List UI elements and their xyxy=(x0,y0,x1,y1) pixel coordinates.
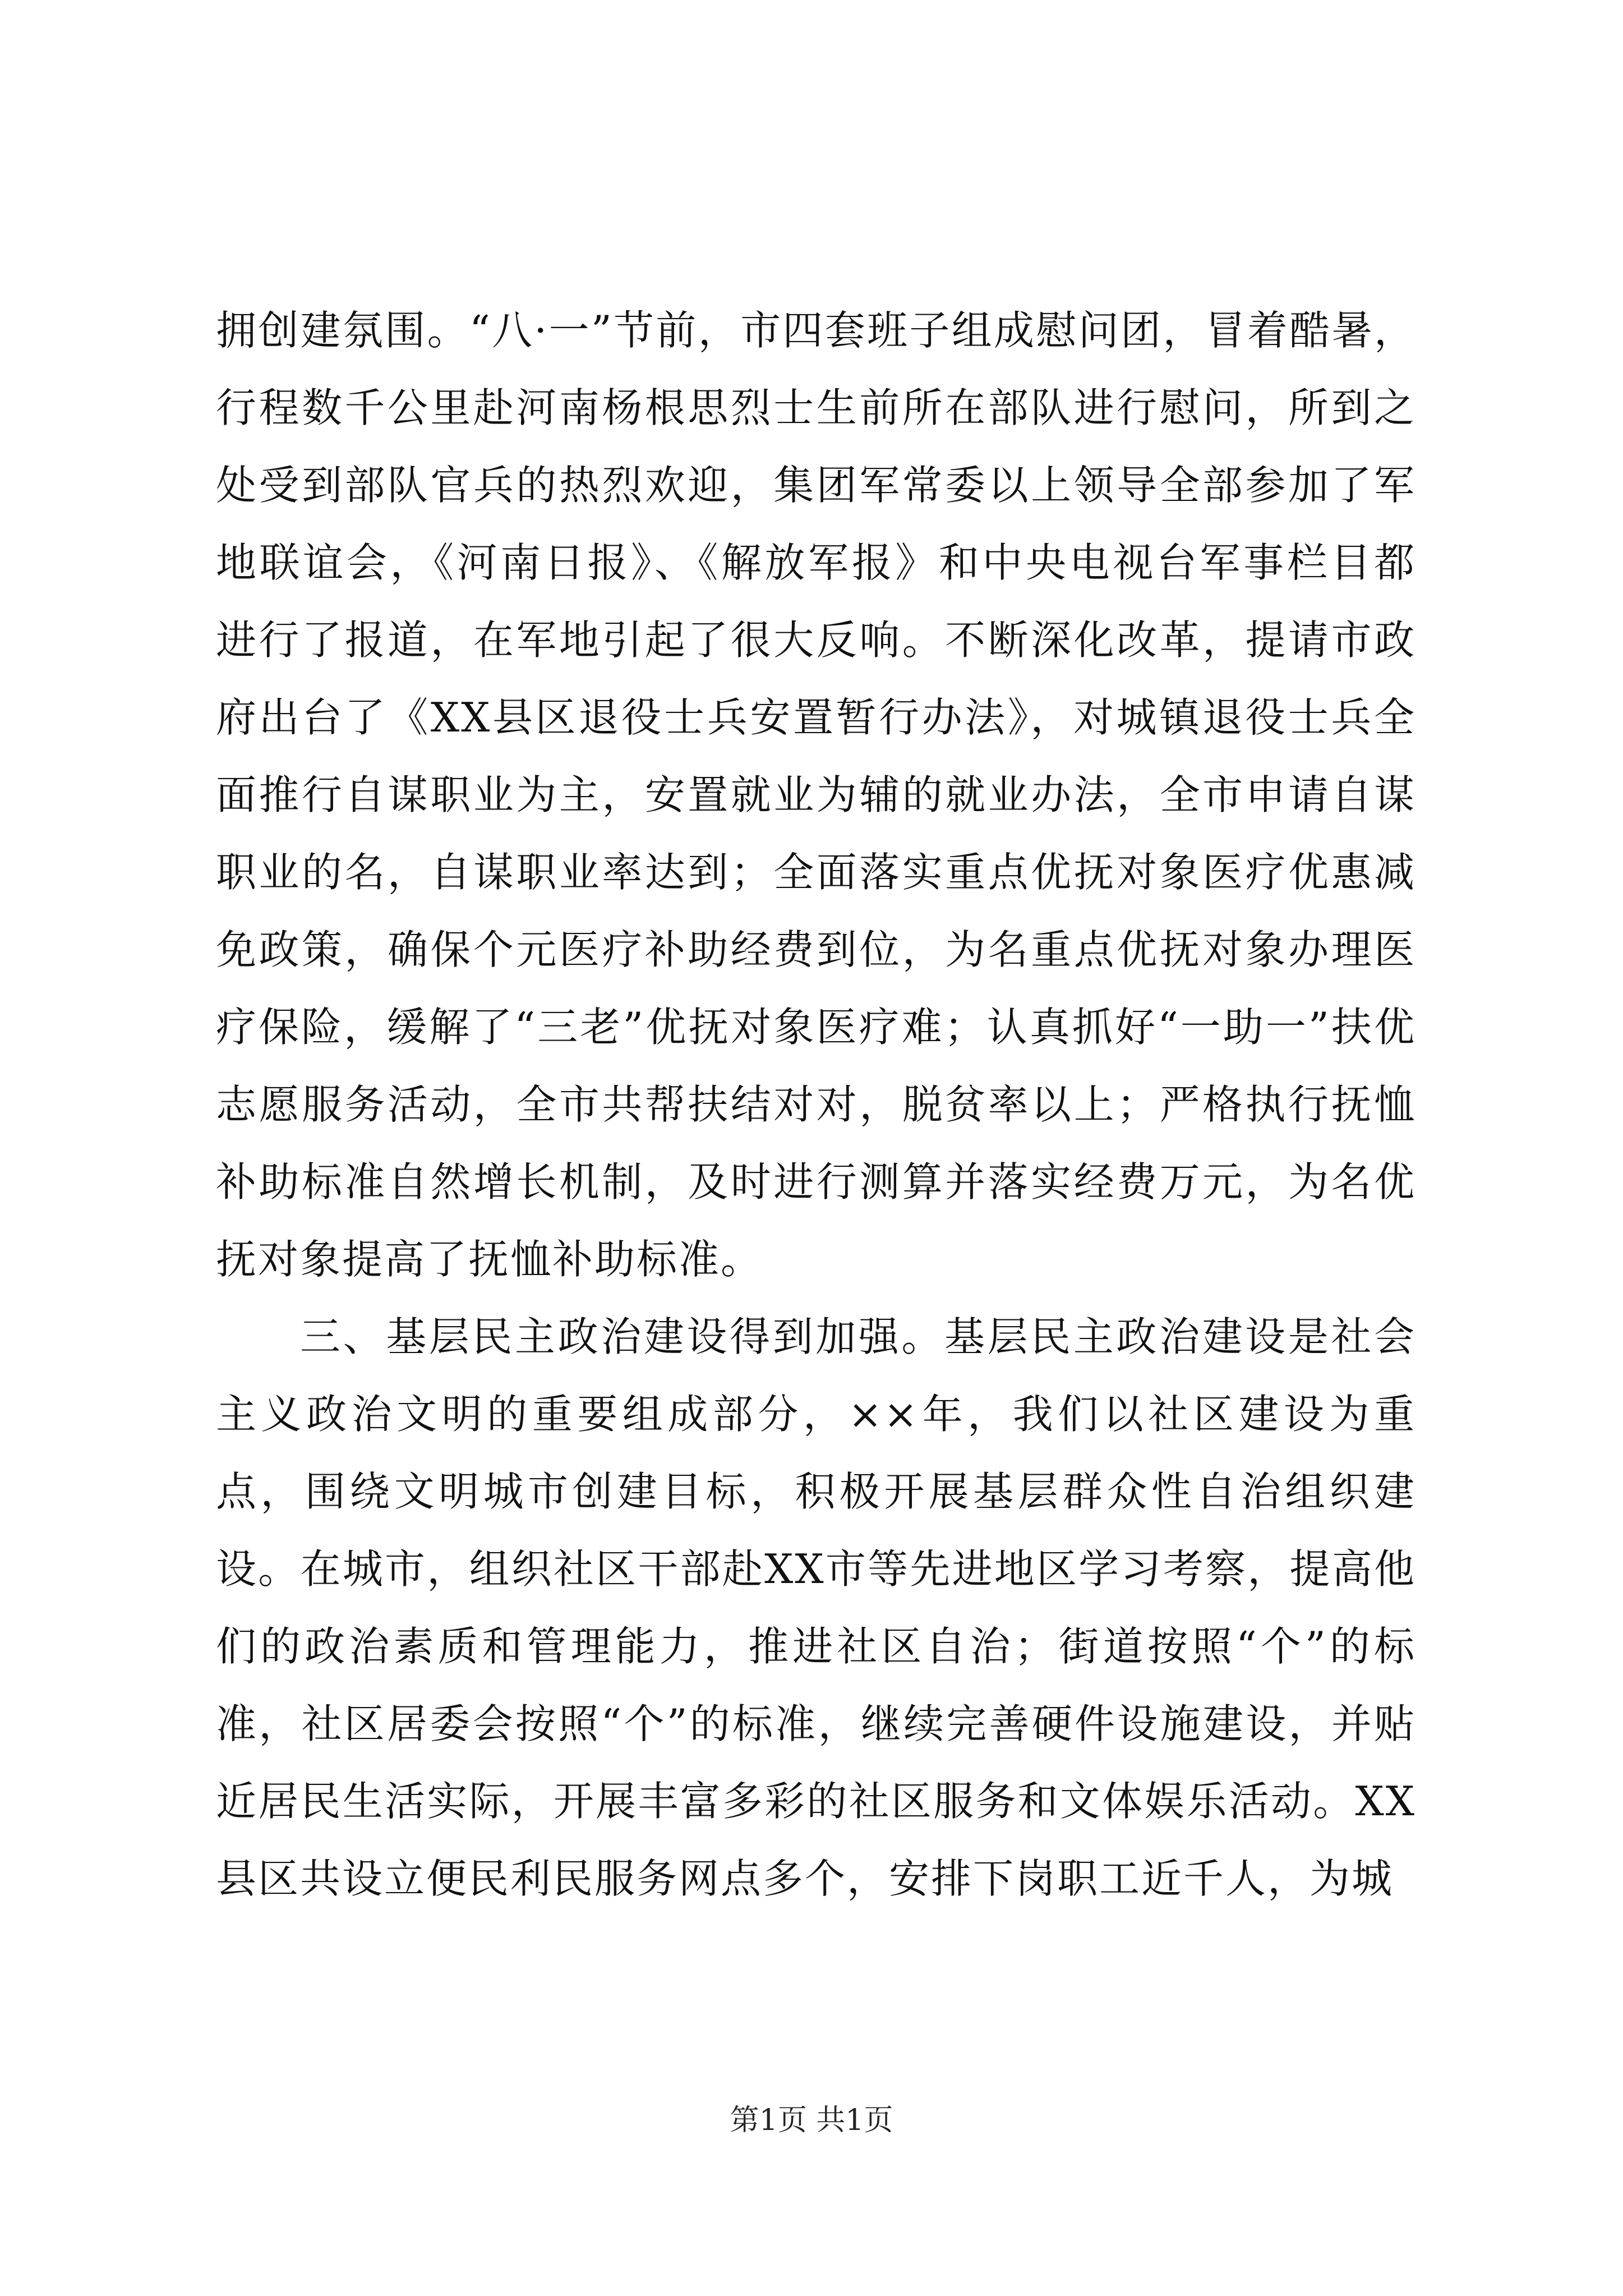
paragraph-continued: 拥创建氛围。“八·一”节前，市四套班子组成慰问团，冒着酷暑，行程数千公里赴河南杨根思烈士生前所在部队进行慰问，所到之处受到部队官兵的热烈欢迎，集团军常委以上领导全部参加了军地联谊会，《河南日报》、《解放军报》和中央电视台军事栏目都进行了报道，在军地引起了很大反响。不断深化改革，提请市政府出台了《XX县区退役士兵安置暂行办法》，对城镇退役士兵全面推行自谋职业为主，安置就业为辅的就业办法，全市申请自谋职业的名，自谋职业率达到；全面落实重点优抚对象医疗优惠减免政策，确保个元医疗补助经费到位，为名重点优抚对象办理医疗保险，缓解了“三老”优抚对象医疗难；认真抓好“一助一”扶优志愿服务活动，全市共帮扶结对对，脱贫率以上；严格执行抚恤补助标准自然增长机制，及时进行测算并落实经费万元，为名优抚对象提高了抚恤补助标准。 xyxy=(216,307,1416,1283)
document-body xyxy=(216,292,1416,1917)
page-footer: 第1页 共1页 xyxy=(730,2104,893,2137)
paragraph-section-three: 三、基层民主政治建设得到加强。基层民主政治建设是社会主义政治文明的重要组成部分，××年，我们以社区建设为重点，围绕文明城市创建目标，积极开展基层群众性自治组织建设。在城市，组织社区干部赴XX市等先进地区学习考察，提高他们的政治素质和管理能力，推进社区自治；街道按照“个”的标准，社区居委会按照“个”的标准，继续完善硬件设施建设，并贴近居民生活实际，开展丰富多彩的社区服务和文体娱乐活动。XX县区共设立便民利民服务网点多个，安排下岗职工近千人，为城 xyxy=(216,1313,1416,1902)
